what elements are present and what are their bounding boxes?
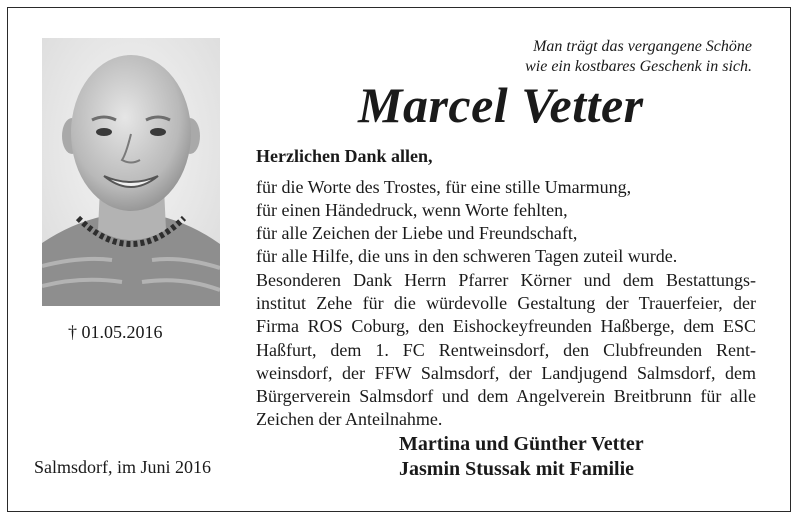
special-thanks-line: Firma ROS Coburg, den Eishockeyfreunden Haßberge, dem ESC xyxy=(256,316,756,337)
quote-line: wie ein kostbares Geschenk in sich. xyxy=(525,58,752,75)
thanks-line: für einen Händedruck, wenn Worte fehlten, xyxy=(256,200,568,220)
signatures xyxy=(399,432,644,482)
thanks-lines xyxy=(256,176,677,268)
special-thanks-line: Besonderen Dank Herrn Pfarrer Körner und dem Bestattungs- xyxy=(256,270,756,290)
special-thanks-line: institut Zehe für die würdevolle Gestaltung der Trauerfeier, der xyxy=(256,293,756,314)
special-thanks-line: weinsdorf, der FFW Salmsdorf, der Landjugend Salmsdorf, dem xyxy=(256,362,756,383)
place-and-date: Salmsdorf, im Juni 2016 xyxy=(34,457,212,477)
quote xyxy=(525,37,752,77)
deceased-name: Marcel Vetter xyxy=(358,77,644,133)
special-thanks-line: Zeichen der Anteilnahme. xyxy=(256,409,443,430)
greeting: Herzlichen Dank allen, xyxy=(256,146,433,166)
death-date: † 01.05.2016 xyxy=(68,322,163,342)
signature-line: Martina und Günther Vetter xyxy=(399,433,644,455)
thanks-line: für alle Zeichen der Liebe und Freundschaft, xyxy=(256,223,578,243)
thanks-line: für alle Hilfe, die uns in den schweren Tagen zuteil wurde. xyxy=(256,246,678,266)
thanks-line: für die Worte des Trostes, für eine stille Umarmung, xyxy=(256,177,632,197)
special-thanks-line: Haßfurt, dem 1. FC Rentweinsdorf, den Clubfreunden Rent- xyxy=(256,339,756,360)
portrait-photo xyxy=(42,38,220,306)
signature-line: Jasmin Stussak mit Familie xyxy=(399,458,635,480)
quote-line: Man trägt das vergangene Schöne xyxy=(533,38,752,55)
special-thanks-line: Bürgerverein Salmsdorf und dem Angelverein Breitbrunn für alle xyxy=(256,386,756,407)
special-thanks-paragraph xyxy=(256,269,756,431)
